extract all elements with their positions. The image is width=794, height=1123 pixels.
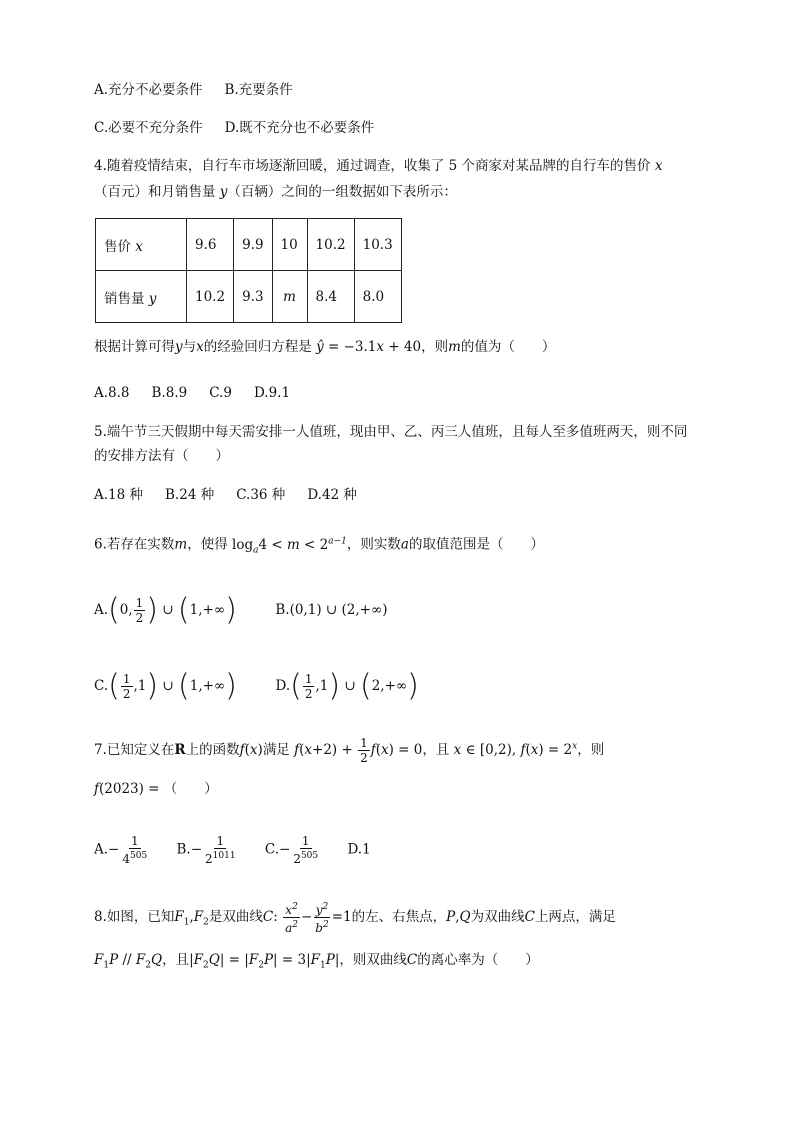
q7-options	[94, 834, 371, 866]
q3-option-a: A.充分不必要条件	[94, 82, 203, 98]
q8-stem-line1: 8.如图，已知$F_1,F_2$是双曲线C: $\frac{x^2}{a^2}$ − $\frac{y^2}{b^2}$ =1的左、右焦点，P,Q为双曲线C上两点，满足	[94, 902, 616, 935]
q3-options-row2	[94, 118, 374, 138]
q5-option-c: C.36 种	[236, 487, 286, 503]
q6-option-a: A.(0, $\frac{1}{2}$ ) ∪ (1,+∞)	[94, 592, 237, 628]
q5-option-b: B.24 种	[165, 487, 215, 503]
table-cell: 10.3	[354, 219, 401, 271]
q7-option-b: B.− $\frac{1}{2^{1011}}$	[176, 834, 236, 866]
q4-option-a: A.8.8	[94, 385, 130, 401]
q7-stem-line2: f(2023) = （ ）	[94, 781, 218, 797]
table-cell: 销售量 y	[96, 271, 187, 323]
q7-option-a: A.− $\frac{1}{4^{505}}$	[94, 834, 148, 866]
q6-options-row2	[94, 668, 419, 704]
table-cell: 9.3	[234, 271, 272, 323]
table-cell: m	[272, 271, 307, 323]
q5-stem-line1: 5.端午节三天假期中每天需安排一人值班，现由甲、乙、丙三人值班，且每人至多值班两天，则不同	[94, 424, 688, 440]
table-cell: 10	[272, 219, 307, 271]
q5-option-a: A.18 种	[94, 487, 144, 503]
table-cell: 10.2	[307, 219, 354, 271]
table-cell: 9.9	[234, 219, 272, 271]
q5-option-d: D.42 种	[307, 487, 357, 503]
q4-option-d: D.9.1	[253, 385, 291, 401]
q6-inequality: $\log_a4 < m < 2^{a-1}$	[232, 536, 347, 556]
q8-stem-line2: $F_1P // F_2Q$，且$|F_2Q| = |F_2P| = 3|F_1P|$，则双曲线C的离心率为（ ）	[94, 952, 539, 971]
q7-functional-equation: f(x+2) +	[294, 742, 358, 758]
q3-option-c: C.必要不充分条件	[94, 120, 203, 136]
q4-option-c: C.9	[209, 385, 232, 401]
q7-stem-line1: 7.已知定义在R上的函数f(x)满足 f(x+2) + $\frac{1}{2}$ f(x) = 0，且 x ∈ [0,2), $f(x) = 2^x$，则	[94, 736, 605, 765]
q4-stem-line2: （百元）和月销售量 y（百辆）之间的一组数据如下表所示：	[94, 184, 457, 200]
table-row	[96, 219, 402, 271]
q5-options	[94, 485, 357, 505]
q7-option-c: C.− $\frac{1}{2^{505}}$	[264, 834, 319, 866]
q4-stem-line3: 根据计算可得y与x的经验回归方程是 ŷ = −3.1x + 40，则m的值为（ ）	[94, 339, 556, 355]
q4-option-b: B.8.9	[151, 385, 188, 401]
q4-stem-line1: 4.随着疫情结束，自行车市场逐渐回暖，通过调查，收集了 5 个商家对某品牌的自行车的售价 x	[94, 158, 663, 174]
q4-options	[94, 383, 290, 403]
q6-option-d: D.( $\frac{1}{2}$ ,1) ∪ (2,+∞)	[275, 668, 419, 704]
table-row	[96, 271, 402, 323]
q7-option-d: D.1	[347, 841, 371, 858]
table-cell: 10.2	[187, 271, 234, 323]
table-cell: 9.6	[187, 219, 234, 271]
q3-option-d: D.既不充分也不必要条件	[224, 120, 375, 136]
q6-stem: 6.若存在实数m，使得 $\log_a4 < m < 2^{a-1}$，则实数a的取值范围是（ ）	[94, 536, 544, 556]
regression-equation: ŷ = −3.1x + 40	[316, 339, 422, 355]
q6-options-row1	[94, 592, 388, 628]
q6-option-c: C.( $\frac{1}{2}$ ,1) ∪ (1,+∞)	[94, 668, 237, 704]
q3-options-row1	[94, 80, 293, 100]
q3-option-b: B.充要条件	[224, 82, 293, 98]
table-cell: 售价 x	[96, 219, 187, 271]
q5-stem-line2: 的安排方法有（ ）	[94, 448, 229, 464]
q6-option-b: B.(0,1) ∪ (2,+∞)	[275, 602, 388, 618]
table-cell: 8.0	[354, 271, 401, 323]
q4-data-table	[95, 218, 402, 323]
table-cell: 8.4	[307, 271, 354, 323]
